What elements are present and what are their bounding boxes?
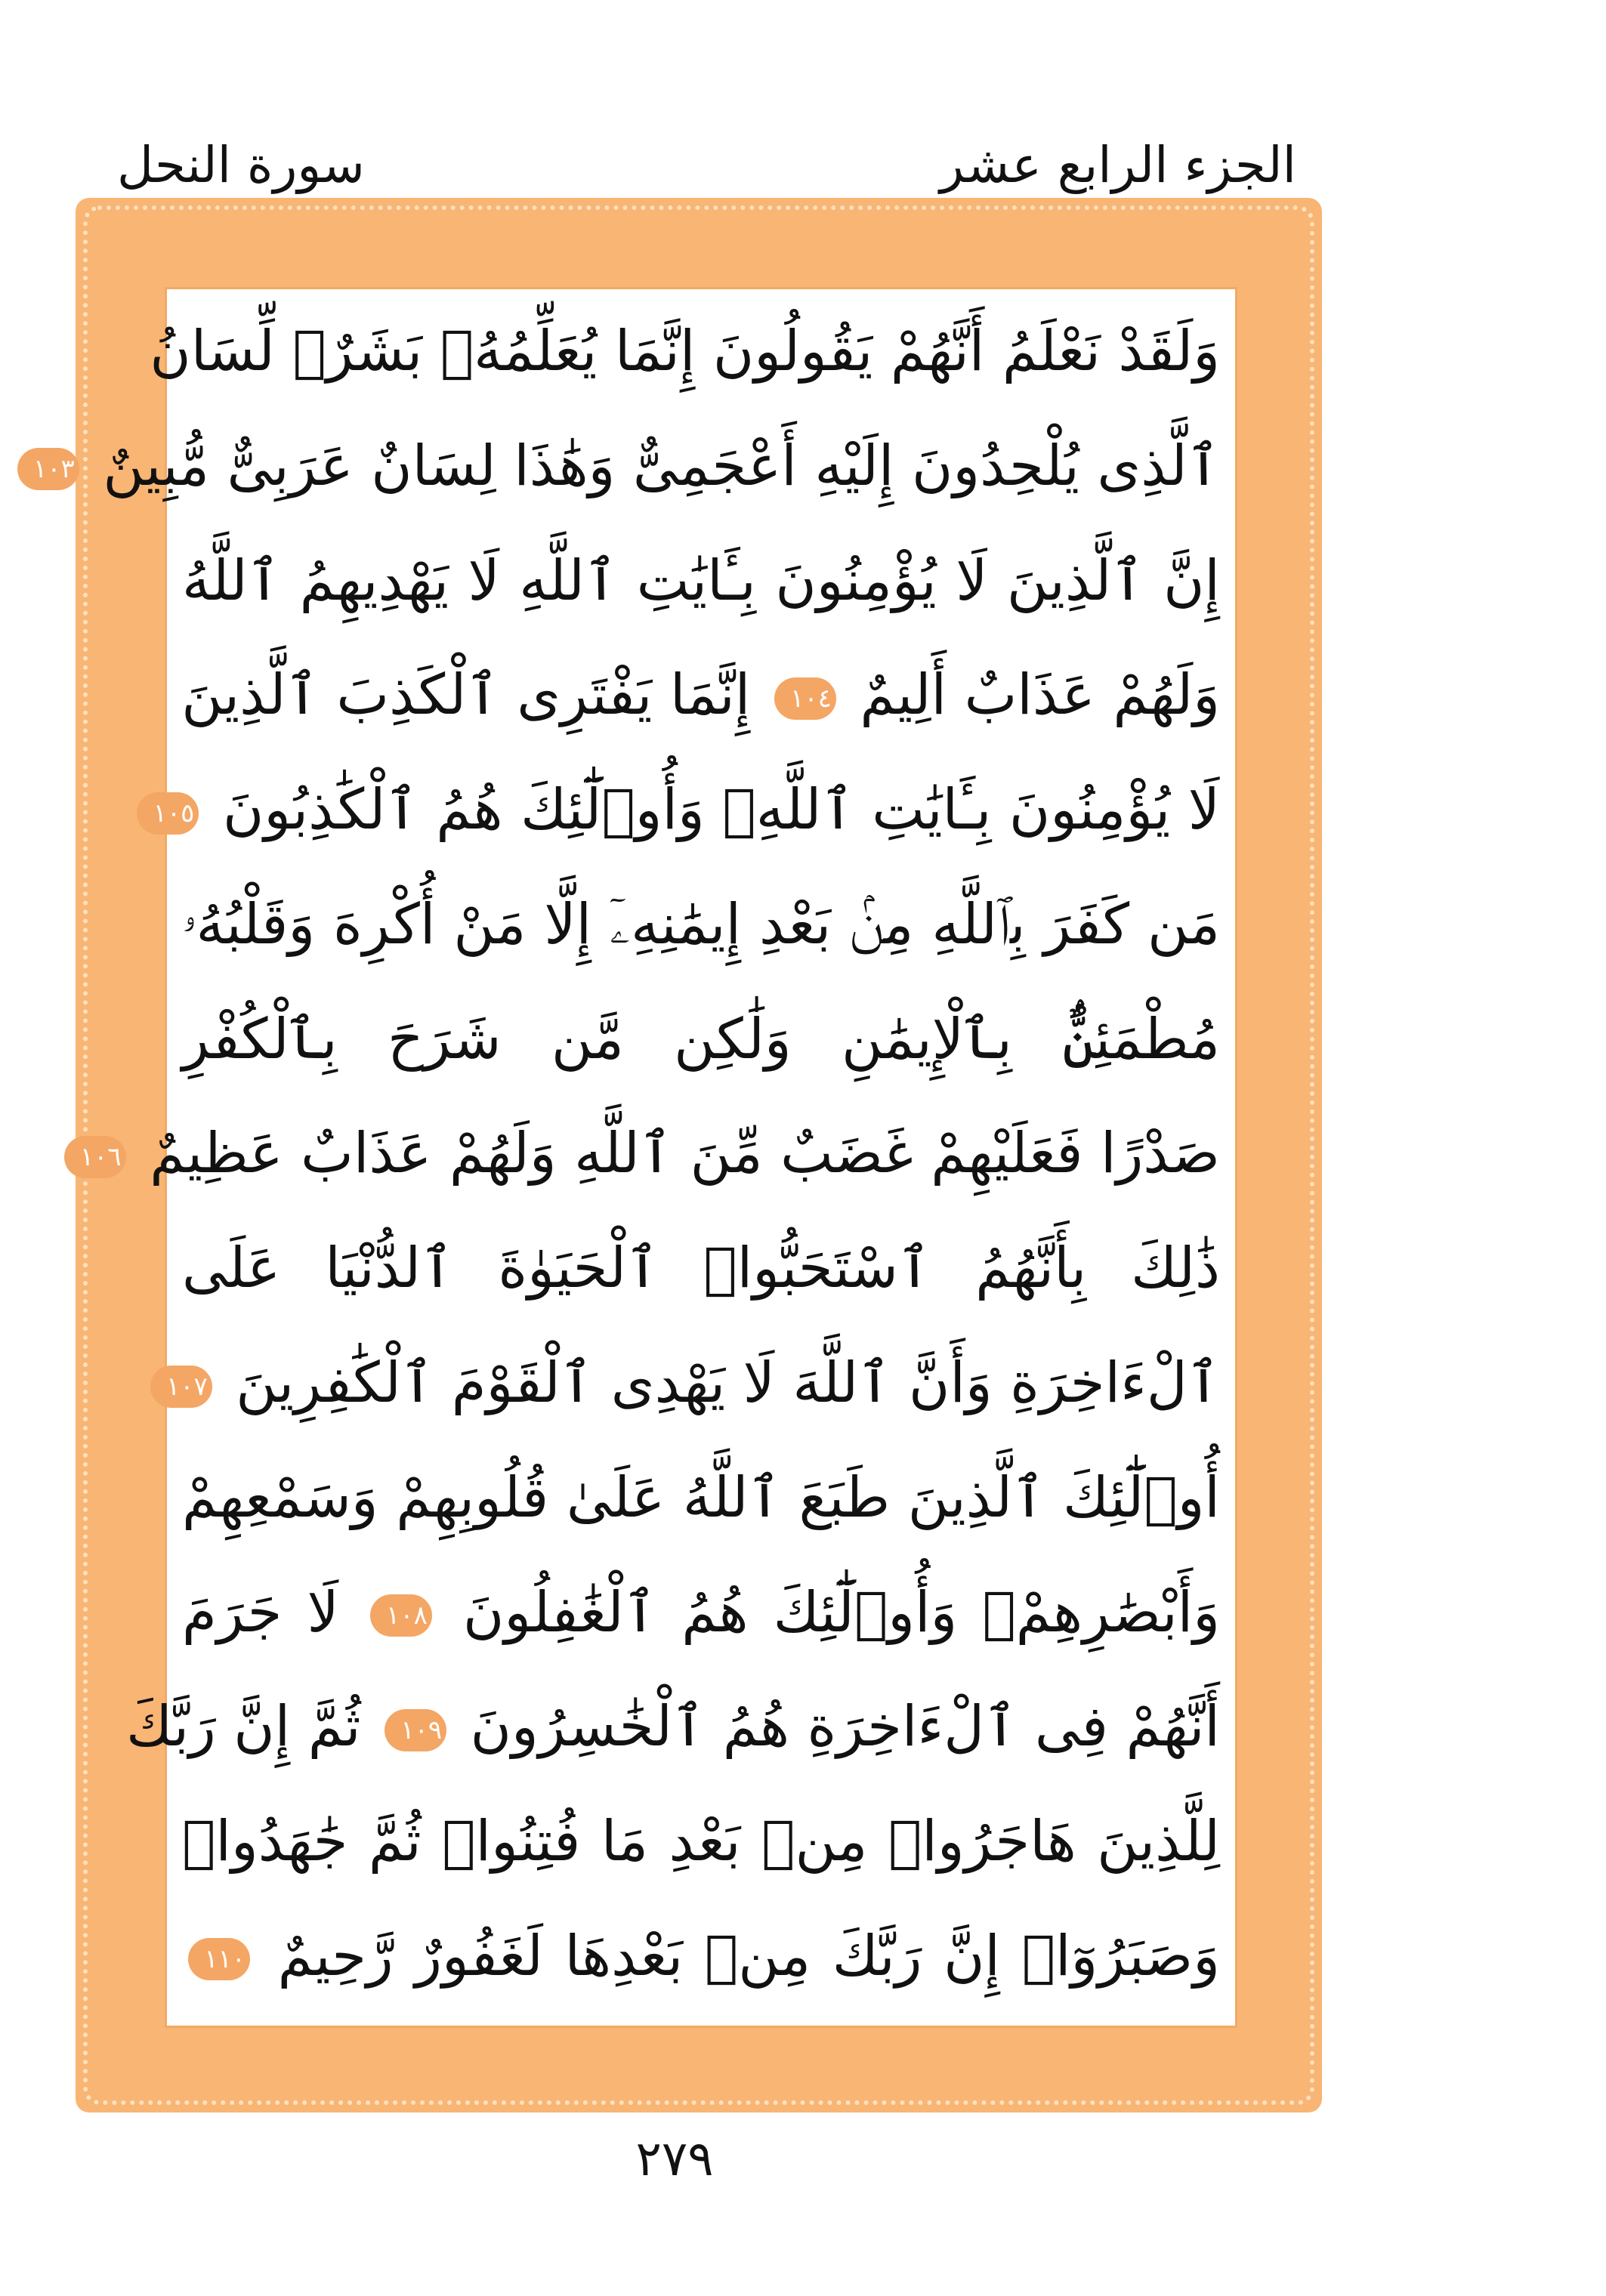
verse-text: وَصَبَرُوٓا۟ إِنَّ رَبَّكَ مِنۢ بَعْدِهَا لَغَفُورٌ رَّحِيمٌ xyxy=(277,1923,1221,1989)
ayah-number-marker: ١٠٦ xyxy=(64,1136,126,1178)
page-number: ٢٧٩ xyxy=(635,2131,714,2187)
verse-lines xyxy=(33,298,1221,2017)
verse-line xyxy=(79,1100,1220,1214)
verse-text: أَنَّهُمْ فِى ٱلْءَاخِرَةِ هُمُ ٱلْخَٰسِرُونَ xyxy=(470,1694,1220,1760)
surah-title: سورة النحل xyxy=(117,136,365,194)
ayah-number-marker: ١٠٨ xyxy=(370,1594,432,1637)
verse-line xyxy=(165,1330,1220,1443)
verse-text: وَلَهُمْ عَذَابٌ أَلِيمٌ xyxy=(860,662,1220,728)
ornamental-frame xyxy=(33,198,1322,2112)
verse-line xyxy=(182,642,1220,755)
verse-line xyxy=(182,986,1220,1100)
ayah-number-marker: ١٠٣ xyxy=(17,448,79,490)
verse-text: وَأَبْصَٰرِهِمْۖ وَأُو۟لَٰٓئِكَ هُمُ ٱلْغَٰفِلُونَ xyxy=(462,1579,1220,1645)
ayah-number-marker: ١٠٥ xyxy=(137,792,199,835)
verse-text: أُو۟لَٰٓئِكَ ٱلَّذِينَ طَبَعَ ٱللَّهُ عَلَىٰ قُلُوبِهِمْ وَسَمْعِهِمْ xyxy=(182,1464,1220,1530)
verse-line xyxy=(182,1560,1220,1673)
verse-line xyxy=(182,1215,1220,1329)
verse-line xyxy=(126,1674,1220,1787)
verse-line xyxy=(182,1903,1220,2017)
verse-text: ٱلْءَاخِرَةِ وَأَنَّ ٱللَّهَ لَا يَهْدِى ٱلْقَوْمَ ٱلْكَٰفِرِينَ xyxy=(236,1350,1220,1416)
verse-line xyxy=(182,528,1220,641)
verse-text: إِنَّ ٱلَّذِينَ لَا يُؤْمِنُونَ بِـَٔايَٰتِ ٱللَّهِ لَا يَهْدِيهِمُ ٱللَّهُ xyxy=(182,548,1220,613)
verse-text: ذَٰلِكَ بِأَنَّهُمُ ٱسْتَحَبُّوا۟ ٱلْحَيَوٰةَ ٱلدُّنْيَا عَلَى xyxy=(182,1236,1220,1301)
verse-line xyxy=(182,872,1220,985)
verse-text: لَا يُؤْمِنُونَ بِـَٔايَٰتِ ٱللَّهِۖ وَأُو۟لَٰٓئِكَ هُمُ ٱلْكَٰذِبُونَ xyxy=(222,777,1220,843)
verse-text: لِلَّذِينَ هَاجَرُوا۟ مِنۢ بَعْدِ مَا فُتِنُوا۟ ثُمَّ جَٰهَدُوا۟ xyxy=(182,1809,1220,1875)
verse-text-continued: ثُمَّ إِنَّ رَبَّكَ xyxy=(126,1694,361,1760)
verse-line xyxy=(150,298,1220,412)
verse-text: ٱلَّذِى يُلْحِدُونَ إِلَيْهِ أَعْجَمِىٌّ وَهَٰذَا لِسَانٌ عَرَبِىٌّ مُّبِينٌ xyxy=(103,433,1220,498)
verse-line xyxy=(182,1788,1220,1902)
verse-text: صَدْرًا فَعَلَيْهِمْ غَضَبٌ مِّنَ ٱللَّهِ وَلَهُمْ عَذَابٌ عَظِيمٌ xyxy=(150,1121,1220,1187)
verse-text-continued: لَا جَرَمَ xyxy=(182,1579,339,1645)
verse-line xyxy=(33,413,1220,526)
ayah-number-marker: ١١٠ xyxy=(188,1938,250,1980)
ayah-number-marker: ١٠٤ xyxy=(774,677,836,720)
verse-text: مُطْمَئِنٌّۢ بِٱلْإِيمَٰنِ وَلَٰكِن مَّن شَرَحَ بِٱلْكُفْرِ xyxy=(182,1006,1220,1072)
ayah-number-marker: ١٠٧ xyxy=(150,1366,212,1408)
ayah-number-marker: ١٠٩ xyxy=(385,1709,446,1751)
text-panel xyxy=(33,287,1237,2028)
verse-line xyxy=(153,757,1220,870)
verse-text-continued: إِنَّمَا يَفْتَرِى ٱلْكَذِبَ ٱلَّذِينَ xyxy=(181,662,751,728)
juz-title: الجزء الرابع عشر xyxy=(940,136,1296,194)
verse-text: وَلَقَدْ نَعْلَمُ أَنَّهُمْ يَقُولُونَ إِنَّمَا يُعَلِّمُهُۥ بَشَرٌۗ لِّسَانُ xyxy=(150,319,1220,384)
verse-text: مَن كَفَرَ بِٱللَّهِ مِنۢ بَعْدِ إِيمَٰنِهِۦٓ إِلَّا مَنْ أُكْرِهَ وَقَلْبُهُۥ xyxy=(182,891,1220,957)
verse-line xyxy=(182,1445,1220,1558)
page-header xyxy=(0,113,1606,196)
